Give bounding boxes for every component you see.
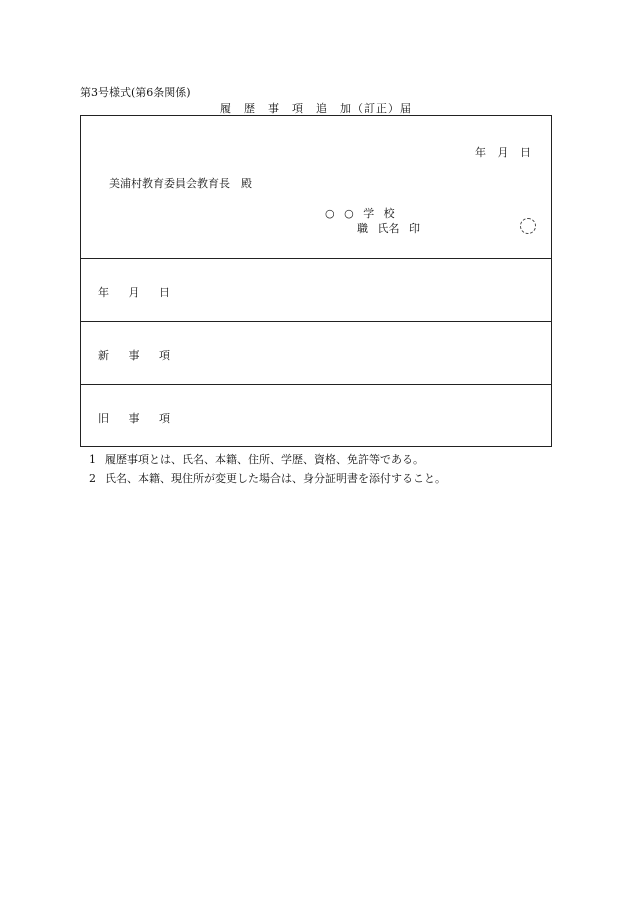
note-item — [89, 469, 446, 488]
new-item-row — [81, 321, 551, 385]
submission-date: 年 月 日 — [475, 146, 531, 159]
position-name-seal: 職 氏名 印 — [357, 222, 420, 235]
note-number: 1 — [89, 453, 96, 466]
notes — [89, 450, 446, 488]
note-item — [89, 450, 446, 469]
date-row-label: 年 月 日 — [98, 286, 170, 299]
header-section — [81, 116, 551, 258]
old-item-row — [81, 384, 551, 447]
seal-circle-icon — [520, 218, 536, 234]
old-item-label: 旧 事 項 — [98, 412, 170, 425]
note-text: 氏名、本籍、現住所が変更した場合は、身分証明書を添付すること。 — [105, 472, 446, 485]
form-table — [80, 115, 552, 447]
form-number: 第3号様式(第6条関係) — [80, 86, 191, 99]
form-title: 履 歴 事 項 追 加（訂正）届 — [220, 102, 412, 115]
note-number: 2 — [89, 472, 96, 485]
addressee: 美浦村教育委員会教育長 殿 — [109, 177, 252, 190]
new-item-label: 新 事 項 — [98, 349, 170, 362]
note-text: 履歴事項とは、氏名、本籍、住所、学歴、資格、免許等である。 — [105, 453, 424, 466]
date-row — [81, 258, 551, 322]
school-name: ○ ○ 学 校 — [325, 207, 395, 220]
